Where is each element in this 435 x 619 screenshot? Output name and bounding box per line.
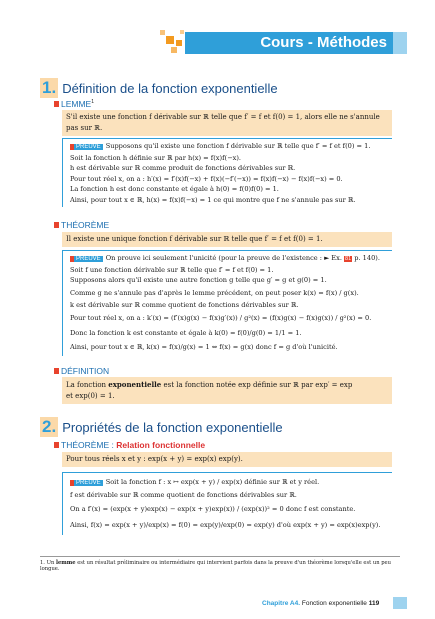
definition-label: DÉFINITION: [54, 366, 109, 376]
page-footer: [262, 600, 379, 607]
proof-lemme: PREUVE Supposons qu'il existe une fonction f dérivable sur ℝ telle que f′ = f et f(0) = 1. Soit la fonction h définie sur ℝ par h(x) = f(x)f(−x). h est dérivable sur ℝ comme produit de fonctions dérivables sur ℝ. Pour tout réel x, on a : h′(x) = f′(x)f(−x) + f(x)(−f′(−x)) = f(x)f(−x) − f(x)f(−x) = 0. La fonction h est donc constante et égale à h(0) = f(0)f(0) = 1. Ainsi, pour tout x ∈ ℝ, h(x) = f(x)f(−x) = 1 ce qui montre que f ne s'annule pas sur ℝ.: [62, 138, 392, 207]
theoreme2-label: THÉORÈME : Relation fonctionnelle: [54, 440, 205, 450]
bullet-square-icon: [54, 368, 59, 374]
bullet-square-icon: [54, 222, 59, 228]
footer-title: Fonction exponentielle: [301, 600, 367, 607]
deco-square: [176, 40, 182, 46]
proof-relation: PREUVE Soit la fonction f : x ↦ exp(x + y) / exp(x) définie sur ℝ et y réel. f est dérivable sur ℝ comme quotient de fonctions dérivables sur ℝ. On a f′(x) = (exp(x + y)exp(x) − exp(x + y)exp(x)) / (exp(x))² = 0 donc f est constante. Ainsi, f(x) = exp(x + y)/exp(x) = f(0) = exp(y)/exp(0) = exp(y) d'où exp(x + y) = exp(x)exp(y).: [62, 472, 392, 535]
footnote-marker: 1: [91, 99, 95, 106]
theoreme2-box: Pour tous réels x et y : exp(x + y) = exp(x) exp(y).: [62, 452, 392, 467]
page-banner: Cours - Méthodes: [185, 32, 393, 54]
section-heading-1: [40, 78, 278, 98]
proof-theoreme: PREUVE On prouve ici seulement l'unicité (pour la preuve de l'existence : ► Ex. 81 p. 140). Soit f une fonction dérivable sur ℝ telle que f′ = f et f(0) = 1. Supposons alors qu'il existe une autre fonction g telle que g′ = g et g(0) = 1. Comme g ne s'annule pas d'après le lemme précédent, on peut poser k(x) = f(x) / g(x). k est dérivable sur ℝ comme quotient de fonctions dérivables sur ℝ. Pour tout réel x, on a : k′(x) = (f′(x)g(x) − f(x)g′(x)) / g²(x) = (f(x)g(x) − f(x)g(x)) / g²(x) = 0. Donc la fonction k est constante et égale à k(0) = f(0)/g(0) = 1/1 = 1. Ainsi, pour tout x ∈ ℝ, k(x) = f(x)/g(x) = 1 ⇔ f(x) = g(x) donc f = g d'où l'unicité.: [62, 250, 392, 356]
section-title: Propriétés de la fonction exponentielle: [62, 420, 283, 435]
deco-square: [160, 30, 165, 35]
deco-square: [180, 30, 184, 34]
section-number: 1.: [42, 78, 57, 97]
footer-chapter: Chapitre A4.: [262, 600, 301, 607]
footer-tab: [393, 597, 407, 609]
proof-tag: PREUVE: [70, 480, 103, 486]
lemme-box: S'il existe une fonction f dérivable sur ℝ telle que f′ = f et f(0) = 1, alors elle ne s'annule pas sur ℝ.: [62, 110, 392, 136]
page-number: 119: [368, 600, 380, 607]
exercise-ref[interactable]: 81: [345, 256, 352, 262]
theoreme-label: THÉORÈME: [54, 220, 109, 230]
definition-box: La fonction exponentielle est la fonction notée exp définie sur ℝ par exp′ = exp et exp(0) = 1.: [62, 377, 392, 404]
section-title: Définition de la fonction exponentielle: [62, 81, 278, 96]
deco-square: [166, 36, 174, 44]
bullet-square-icon: [54, 442, 59, 448]
deco-square: [171, 47, 177, 53]
theoreme-box: Il existe une unique fonction f dérivable sur ℝ telle que f′ = f et f(0) = 1.: [62, 232, 392, 247]
proof-tag: PREUVE: [70, 256, 103, 262]
section-heading-2: [40, 417, 283, 437]
footnote: 1. Un lemme est un résultat préliminaire ou intermédiaire qui intervient parfois dans la preuve d'un théorème lorsqu'elle est un peu longue.: [40, 556, 400, 572]
proof-tag: PREUVE: [70, 144, 103, 150]
banner-tab: [393, 32, 407, 54]
bullet-square-icon: [54, 101, 59, 107]
section-number: 2.: [42, 417, 57, 436]
lemme-label: LEMME$^1$: [54, 99, 94, 109]
